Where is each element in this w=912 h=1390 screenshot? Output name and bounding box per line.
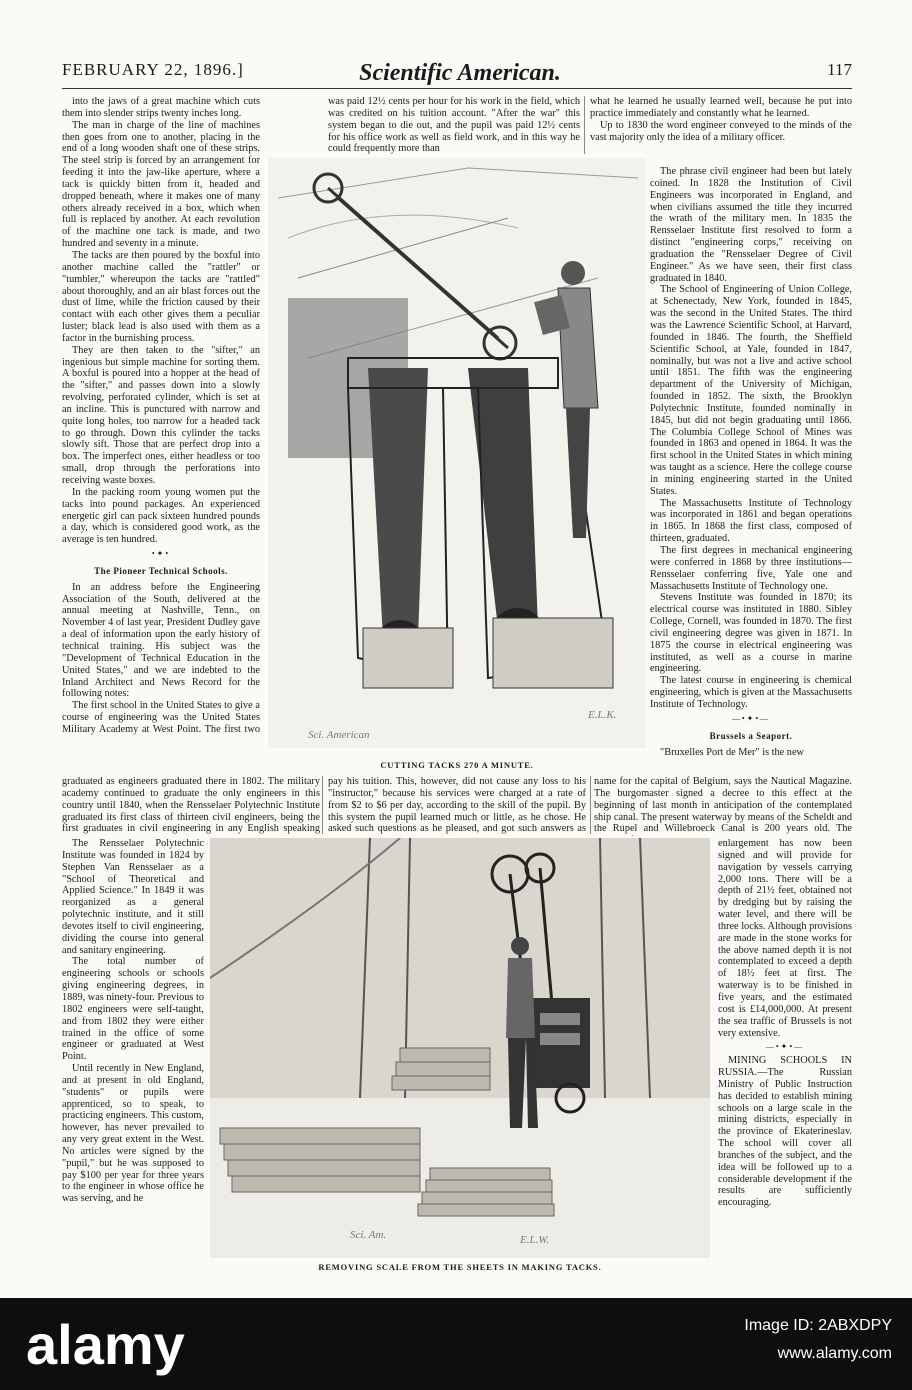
masthead-title: Scientific American. bbox=[359, 60, 561, 86]
paragraph: Until recently in New England, and at present in old England, "students" or pupils were apprenticed, so to speak, to practicing engineers. This custom, however, has never prevailed to any very great extent in the West. No articles were signed by the "pupil," but he was supposed to pay $100 per year for three years to the engineer in whose office he was serving, and he bbox=[62, 1063, 204, 1205]
paragraph: The total number of engineering schools or schools giving engineering degrees, in 1889, was ninety-four. Previous to 1802 engineers were self-taught, and from 1802 they were either trained in the office of some engineer or graduated at West Point. bbox=[62, 956, 204, 1063]
footer-info bbox=[744, 1312, 892, 1368]
paragraph: They are then taken to the "sifter," an ingenious but simple machine for sorting them. A boxful is poured into a hopper at the head of the "sifter," and passes down into a slowly revolving, perforated cylinder, which is set at an incline. This is punctured with narrow and quite long holes, too narrow for a headed tack to go through. Down this cylinder the tacks slowly sift. Those that are perfect drop into a box. The imperfect ones, either headless or too small, drop through the perforations into receiving waste boxes. bbox=[62, 344, 260, 486]
paragraph: In the packing room young women put the tacks into pound packages. An experienced energetic girl can pack sixteen hundred pounds a day, which is considered good work, as the average is ten hundred. bbox=[62, 486, 260, 546]
article-column-2 bbox=[328, 96, 580, 154]
illustration-signature-left: Sci. Am. bbox=[350, 1229, 387, 1241]
paragraph: The Rensselaer Polytechnic Institute was founded in 1824 by Stephen Van Rensselaer as a "School of Theoretical and Applied Science." In 1849 it was reorganized as a general polytechnic institute, and it still devotes itself to civil engineering, dividing the course into general and sanitary engineering. bbox=[62, 838, 204, 956]
article-column-lower-left bbox=[62, 838, 204, 1278]
article-column-row2-center bbox=[328, 776, 586, 836]
article-column-4 bbox=[650, 166, 852, 776]
paragraph: pay his tuition. This, however, did not cause any loss to his "instructor," because his services were charged at a rate of from $2 to $6 per day, according to the skill of the pupil. By this system the pupil learned much or little, as he chose. He asked such questions as he pleased, and got such answers as bbox=[328, 776, 586, 835]
illustration-signature-right: E.L.W. bbox=[520, 1234, 550, 1246]
illustration-signature-right: E.L.K. bbox=[588, 709, 617, 721]
article-heading: The Pioneer Technical Schools. bbox=[94, 565, 228, 576]
stock-photo-footer bbox=[0, 1298, 912, 1390]
paragraph: The man in charge of the line of machines then goes from one to another, placing in the end of a long wooden shaft one of these strips. The steel strip is forced by an arrangement for feeding it into the jaw-like aperture, where a tack is quickly bitten from it, headed and dropped beneath, where it makes one of many others already received in a box, which when full is replaced by another. At each revolution of the machine one tack is made, and two hundred and seventy in a minute. bbox=[62, 119, 260, 250]
paragraph: into the jaws of a great machine which cuts them into slender strips twenty inches long. bbox=[62, 96, 260, 119]
paragraph: graduated as engineers graduated there in 1802. The military academy continued to graduate the only engineers in this country until 1840, when the Rensselaer Polytechnic Institute graduated its first class of thirteen civil engineers, being the first graduates in civil engineering in any English speaking bbox=[62, 776, 320, 835]
section-ornament: —•✦•— bbox=[731, 713, 771, 723]
paragraph: Stevens Institute was founded in 1870; its electrical course was instituted in 1880. Sibley College, Cornell, was founded in 1870. The first civil engineering degree was given in 1871. In 1875 the course in electrical engineering was instituted, as well as a course in marine engineering. bbox=[650, 592, 852, 675]
article-column-3 bbox=[590, 96, 852, 164]
paragraph: The phrase civil engineer had been but lately coined. In 1828 the Institution of Civil Engineers was incorporated in England, and when civilians assumed the title they incurred the wrath of the military men. In 1835 the Rensselaer Institute first resolved to form a distinct "engineering corps," receiving on graduation the "Rensselaer Degree of Civil Engineer." As we have seen, their first class graduated in 1840. bbox=[650, 166, 852, 284]
section-ornament: •✦• bbox=[151, 549, 171, 559]
paragraph: was paid 12½ cents per hour for his work in the field, which was credited on his tuition account. "After the war" this system began to die out, and the pupil was paid 12½ cents for his office work as well as field work, and in this way he could frequently more than bbox=[328, 96, 580, 154]
paragraph: enlargement has now been signed and will provide for navigation by vessels carrying 2,000 tons. There will be a depth of 21½ feet, obtained not by dredging but by raising the water level, and there will be three locks. Although provisions are made in the stone works for the above named depth it is not contemplated to exceed a depth of 18½ feet at first. The waterway is to be finished in five years, and the estimated cost is £14,000,000. At present the sea traffic of Brussels is not very extensive. bbox=[718, 838, 852, 1039]
site-url[interactable]: www.alamy.com bbox=[777, 1345, 892, 1362]
article-column-lower-right bbox=[718, 838, 852, 1278]
paragraph: MINING SCHOOLS IN RUSSIA.—The Russian Ministry of Public Instruction has decided to establish mining schools on a large scale in the mining districts, especially in the province of Ekaterineslav. The school will cover all branches of the subject, and the idea will be followed up to a considerable development if the results are sufficiently encouraging. bbox=[718, 1055, 852, 1209]
paragraph: name for the capital of Belgium, says the Nautical Magazine. The burgomaster signed a decree to this effect at the beginning of last month in anticipation of the contemplated ship canal. The present waterway by means of the Scheldt and the Rupel and Willebroeck Canal is 200 years old. The bbox=[594, 776, 852, 835]
image-id: Image ID: 2ABXDPY bbox=[744, 1317, 892, 1334]
column-divider bbox=[584, 96, 585, 154]
paragraph: In an address before the Engineering Association of the South, delivered at the annual meeting at Nashville, Tenn., on November 4 of last year, President Dudley gave a deal of information upon the early history of technical training. His subject was the "Development of Technical Education in the United States," and we are indebted to the Inland Architect and News Record for the following notes: bbox=[62, 581, 260, 700]
article-column-1 bbox=[62, 96, 260, 736]
paragraph: The School of Engineering of Union College, at Schenectady, New York, founded in 1845, was the second in the United States. The third was the Lawrence Scientific School, at Harvard, founded in 1846. The fourth, the Sheffield Scientific School, at Yale, founded in 1847, nominally, but was not a live and active school until 1851. The fifth was the engineering department of the University of Michigan, founded in 1852. The sixth, the Brooklyn Polytechnic Institute, founded nominally in 1845, but did not begin graduating until 1866. The Columbia College School of Mines was founded in 1863 and opened in 1864. It was the first school in the United States in which mining was taught as a science. Here the college course in mining engineering started in the United States. bbox=[650, 284, 852, 497]
illustration-removing-scale bbox=[210, 838, 710, 1258]
column-divider bbox=[590, 776, 591, 834]
alamy-logo bbox=[26, 1314, 286, 1378]
paragraph: The first degrees in mechanical engineering were conferred in 1868 by three institutions—Rensselaer conferring five, Yale one and Massachusetts Institute of Technology one. bbox=[650, 545, 852, 592]
page-number: 117 bbox=[827, 60, 852, 79]
figure-caption: CUTTING TACKS 270 A MINUTE. bbox=[380, 760, 534, 770]
paragraph: "Bruxelles Port de Mer" is the new bbox=[660, 746, 804, 758]
paragraph: Up to 1830 the word engineer conveyed to the minds of the vast majority only the idea of a military officer. bbox=[590, 119, 852, 143]
illustration-signature-left: Sci. American bbox=[308, 729, 370, 741]
header-rule bbox=[62, 88, 852, 89]
section-ornament: —•✦•— bbox=[765, 1042, 805, 1052]
article-column-row2-right bbox=[594, 776, 852, 836]
issue-date: FEBRUARY 22, 1896.] bbox=[62, 60, 244, 79]
paragraph: what he learned he usually learned well, because he put into practice immediately and constantly what he learned. bbox=[590, 96, 852, 119]
column-divider bbox=[322, 776, 323, 834]
paragraph: The first school in the United States to give a course of engineering was the United States Military Academy at West Point. The first two bbox=[62, 700, 260, 735]
article-column-row2-left bbox=[62, 776, 320, 836]
paragraph: The latest course in engineering is chemical engineering, which is given at the Massachusetts Institute of Technology. bbox=[650, 675, 852, 710]
article-heading: Brussels a Seaport. bbox=[709, 730, 793, 741]
illustration-cutting-tacks bbox=[268, 158, 646, 748]
paragraph: The tacks are then poured by the boxful into another machine called the "rattler" or "tumbler," whereupon the tacks are "rattled" about thoroughly, and an air blast forces out the dust of lime, while the friction caused by their contact with each other gives them a peculiar luster; black lead is also used with them as a factor in the burnishing process. bbox=[62, 249, 260, 344]
logo-text: alamy bbox=[26, 1314, 185, 1376]
paragraph: The Massachusetts Institute of Technology was incorporated in 1861 and began operations in 1865. In 1868 the first class, composed of thirteen, graduated. bbox=[650, 497, 852, 545]
figure-caption: REMOVING SCALE FROM THE SHEETS IN MAKING TACKS. bbox=[318, 1262, 602, 1272]
